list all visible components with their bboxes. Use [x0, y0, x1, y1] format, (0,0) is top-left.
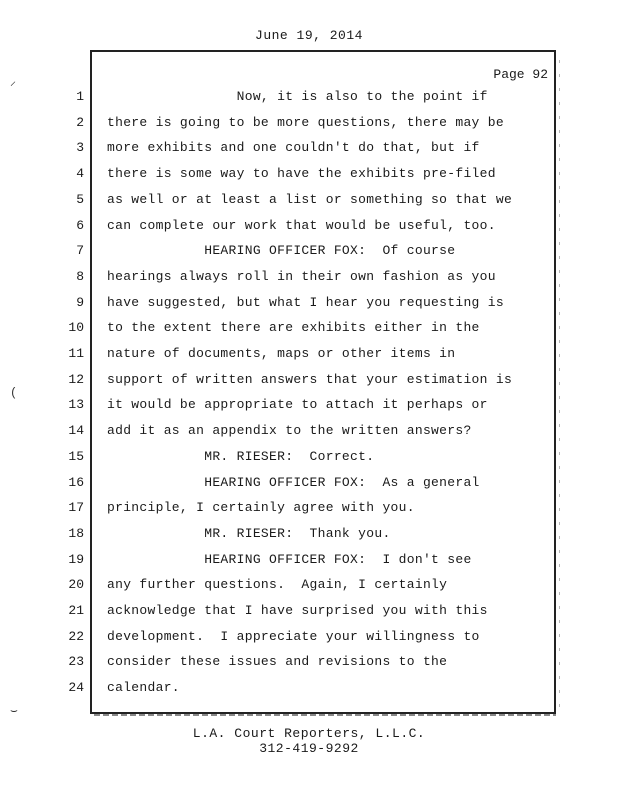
line-number: 8 — [76, 269, 84, 284]
transcript-line: to the extent there are exhibits either in the — [107, 320, 480, 335]
margin-mark-top-left: ⸝ — [10, 75, 17, 89]
line-number: 17 — [68, 500, 84, 515]
right-edge-scan-marks — [559, 60, 560, 710]
line-number: 9 — [76, 295, 84, 310]
transcript-line: any further questions. Again, I certainly — [107, 577, 448, 592]
transcript-line: nature of documents, maps or other items in — [107, 346, 456, 361]
transcript-line: HEARING OFFICER FOX: I don't see — [107, 552, 472, 567]
transcript-line: it would be appropriate to attach it perhaps or — [107, 397, 488, 412]
transcript-line: have suggested, but what I hear you requesting is — [107, 295, 504, 310]
line-number: 23 — [68, 654, 84, 669]
margin-mark-left-paren: ( — [10, 386, 18, 400]
line-number: 3 — [76, 140, 84, 155]
transcript-line: hearings always roll in their own fashion as you — [107, 269, 496, 284]
footer-phone: 312-419-9292 — [259, 741, 359, 756]
transcript-line: there is some way to have the exhibits pre-filed — [107, 166, 496, 181]
transcript-line: there is going to be more questions, there may be — [107, 115, 504, 130]
transcript-line: as well or at least a list or something so that we — [107, 192, 513, 207]
line-number: 15 — [68, 449, 84, 464]
transcript-line: Now, it is also to the point if — [107, 89, 488, 104]
line-number: 18 — [68, 526, 84, 541]
line-number: 16 — [68, 475, 84, 490]
line-number: 6 — [76, 218, 84, 233]
transcript-line: acknowledge that I have surprised you with this — [107, 603, 488, 618]
transcript-line: MR. RIESER: Thank you. — [107, 526, 391, 541]
transcript-line: HEARING OFFICER FOX: Of course — [107, 243, 456, 258]
transcript-line: development. I appreciate your willingness to — [107, 629, 480, 644]
line-number: 14 — [68, 423, 84, 438]
transcript-line: consider these issues and revisions to the — [107, 654, 448, 669]
transcript-line: more exhibits and one couldn't do that, but if — [107, 140, 480, 155]
line-number: 19 — [68, 552, 84, 567]
line-number: 24 — [68, 680, 84, 695]
line-number: 2 — [76, 115, 84, 130]
line-number: 21 — [68, 603, 84, 618]
transcript-line: HEARING OFFICER FOX: As a general — [107, 475, 480, 490]
transcript-line: can complete our work that would be useful, too. — [107, 218, 496, 233]
transcript-line: calendar. — [107, 680, 180, 695]
transcript-line: MR. RIESER: Correct. — [107, 449, 375, 464]
page-number: Page 92 — [493, 67, 548, 82]
line-number: 12 — [68, 372, 84, 387]
transcript-line: support of written answers that your estimation is — [107, 372, 513, 387]
line-number: 10 — [68, 320, 84, 335]
line-number: 13 — [68, 397, 84, 412]
margin-mark-bottom-left: ⌣ — [10, 704, 18, 718]
line-number: 1 — [76, 89, 84, 104]
line-number: 11 — [68, 346, 84, 361]
header-date: June 19, 2014 — [255, 28, 363, 43]
transcript-line: add it as an appendix to the written answers? — [107, 423, 472, 438]
footer-company: L.A. Court Reporters, L.L.C. — [192, 726, 426, 741]
transcript-line: principle, I certainly agree with you. — [107, 500, 415, 515]
line-number: 22 — [68, 629, 84, 644]
line-number: 5 — [76, 192, 84, 207]
line-number: 4 — [76, 166, 84, 181]
frame-bottom-edge — [94, 714, 556, 716]
line-number: 20 — [68, 577, 84, 592]
line-number: 7 — [76, 243, 84, 258]
